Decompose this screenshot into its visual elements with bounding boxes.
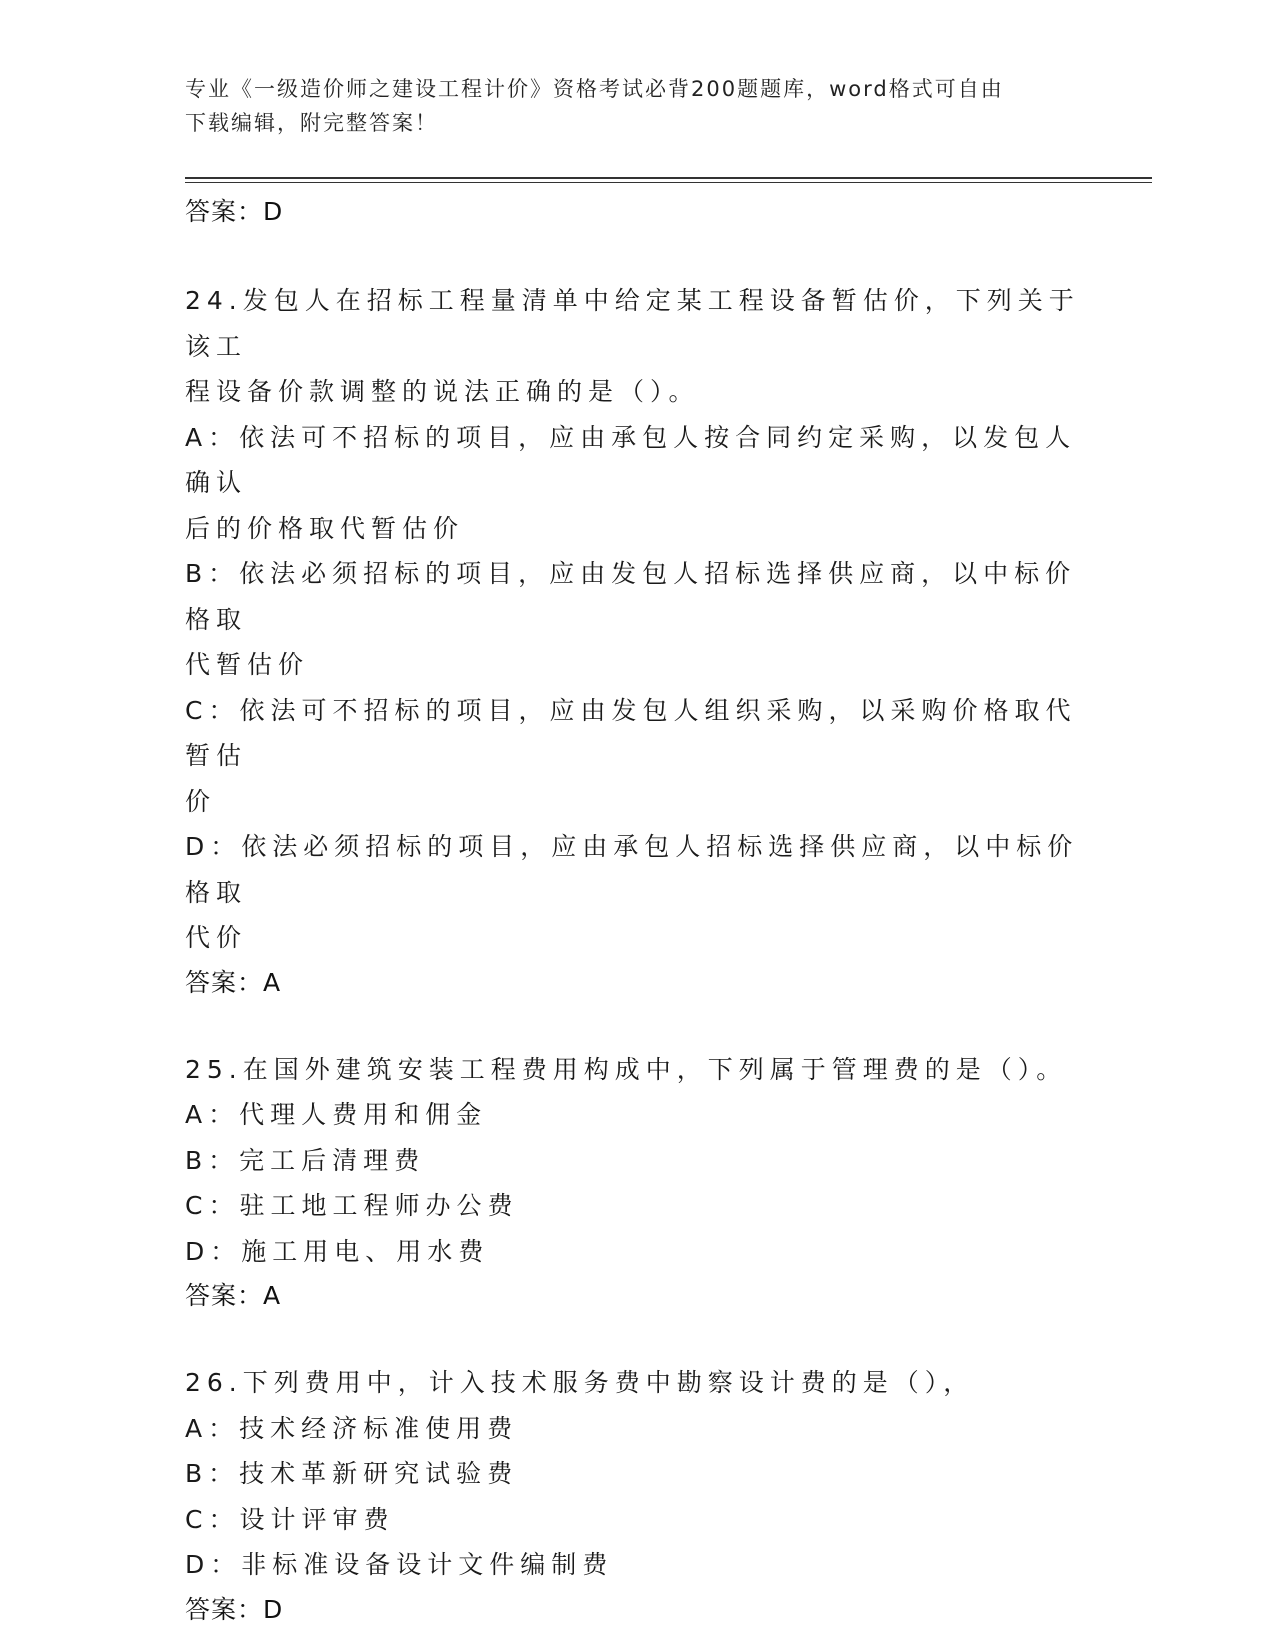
option-a: A：依法可不招标的项目，应由承包人按合同约定采购，以发包人确认: [185, 422, 1077, 497]
option-a: A：代理人费用和佣金: [185, 1100, 488, 1129]
header-rule-thin: [185, 182, 1152, 183]
option-a-continuation: 后的价格取代暂估价: [185, 513, 465, 543]
header-rule-thick: [185, 177, 1152, 179]
option-b: B：技术革新研究试验费: [185, 1459, 519, 1488]
option-b: B：完工后清理费: [185, 1145, 426, 1175]
question-24: [185, 278, 1085, 1005]
question-26: [185, 1360, 1085, 1632]
option-d: D：依法必须招标的项目，应由承包人招标选择供应商，以中标价格取: [185, 832, 1079, 907]
question-stem-line: 26.下列费用中，计入技术服务费中勘察设计费的是（），: [185, 1368, 975, 1397]
question-25: [185, 1047, 1085, 1319]
answer: 答案：A: [185, 967, 282, 997]
option-c: C：设计评审费: [185, 1504, 395, 1534]
option-d-continuation: 代价: [185, 923, 248, 952]
option-d: D：施工用电、用水费: [185, 1236, 490, 1266]
answer-previous-question: 答案：D: [185, 197, 284, 226]
question-stem-line: 程设备价款调整的说法正确的是（）。: [185, 377, 700, 406]
header-line-1: 专业《一级造价师之建设工程计价》资格考试必背200题题库，word格式可自由: [185, 77, 1004, 101]
document-header: [185, 72, 1065, 140]
document-content: [185, 190, 1085, 1632]
option-b-continuation: 代暂估价: [185, 650, 310, 679]
option-c: C：依法可不招标的项目，应由发包人组织采购，以采购价格取代暂估: [185, 695, 1077, 770]
option-c-continuation: 价: [185, 786, 217, 816]
option-d: D：非标准设备设计文件编制费: [185, 1550, 614, 1579]
question-stem-line: 24.发包人在招标工程量清单中给定某工程设备暂估价，下列关于该工: [185, 286, 1080, 361]
header-line-2: 下载编辑，附完整答案！: [185, 111, 438, 135]
answer: 答案：A: [185, 1281, 282, 1310]
option-b: B：依法必须招标的项目，应由发包人招标选择供应商，以中标价格取: [185, 559, 1077, 634]
option-a: A：技术经济标准使用费: [185, 1413, 519, 1443]
answer: 答案：D: [185, 1594, 284, 1624]
option-c: C：驻工地工程师办公费: [185, 1191, 519, 1220]
question-stem-line: 25.在国外建筑安装工程费用构成中，下列属于管理费的是（）。: [185, 1054, 1068, 1084]
